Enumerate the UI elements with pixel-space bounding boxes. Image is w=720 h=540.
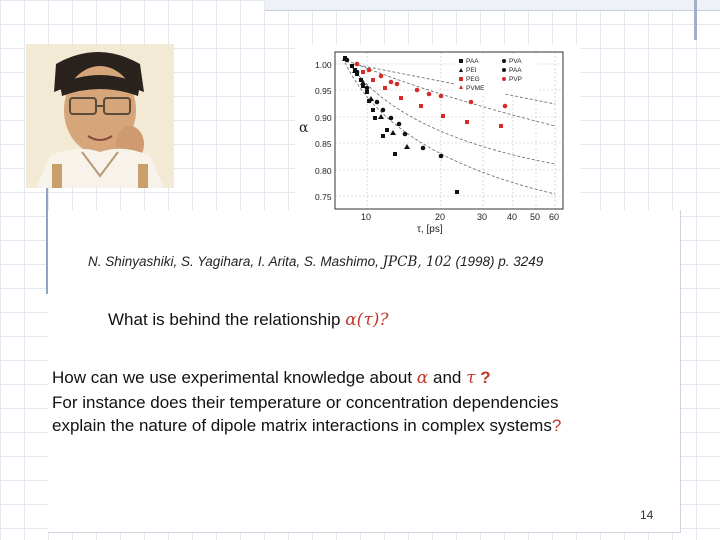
y-tick-3: 0.90 [315, 113, 332, 123]
x-tick-5: 50 [530, 212, 541, 222]
body-line-3 [52, 414, 672, 438]
legend-label-6: PVP [509, 76, 523, 83]
x-tick-4: 40 [507, 212, 518, 222]
citation-volume: , 102 [417, 254, 452, 270]
alpha-symbol: α [416, 368, 429, 388]
body-line-2: For instance does their temperature or concentration dependencies [52, 392, 559, 412]
legend-label-4: PAA [509, 67, 522, 74]
legend-label-5: PEG [466, 76, 480, 83]
y-tick-1: 1.00 [315, 60, 332, 70]
question-text: What is behind the relationship [108, 310, 346, 329]
legend-label-7: PVME [466, 85, 485, 92]
y-axis-symbol: α [299, 120, 309, 136]
tau-symbol: τ [466, 368, 476, 388]
y-tick-6: 0.75 [315, 192, 332, 202]
legend-label-3: PEI [466, 67, 477, 74]
x-tick-3: 30 [477, 212, 488, 222]
citation-journal: JPCB [382, 254, 418, 270]
x-tick-6: 60 [549, 212, 560, 222]
left-frame-bar [46, 186, 48, 294]
alpha-tau-plot [295, 44, 580, 234]
y-tick-2: 0.95 [315, 86, 332, 96]
question-mark: ? [475, 368, 491, 387]
body-line-1-text: How can we use experimental knowledge about [52, 368, 417, 387]
body-line-3-text: explain the nature of dipole matrix interactions in complex systems [52, 416, 552, 435]
citation [88, 252, 618, 272]
legend-label-1: PAA [466, 58, 479, 65]
citation-authors: N. Shinyashiki, S. Yagihara, I. Arita, S. Mashimo, [88, 254, 383, 269]
and-text: and [428, 368, 467, 387]
y-tick-4: 0.85 [315, 139, 332, 149]
x-axis-label: τ, [ps] [417, 224, 443, 234]
body-line-1 [52, 366, 672, 391]
x-tick-2: 20 [435, 212, 446, 222]
right-frame-bar [694, 0, 697, 40]
author-photo [26, 44, 174, 188]
alpha-tau-expression: α(τ)? [345, 310, 389, 330]
x-tick-1: 10 [361, 212, 372, 222]
question-line [108, 310, 388, 330]
y-tick-5: 0.80 [315, 166, 332, 176]
question-mark-2: ? [551, 416, 562, 435]
slide-number: 14 [640, 508, 654, 522]
body-paragraph [52, 366, 672, 438]
top-frame-bar [265, 0, 720, 11]
plot-legend [455, 56, 537, 94]
citation-rest: (1998) p. 3249 [451, 254, 544, 269]
legend-label-2: PVA [509, 58, 522, 65]
